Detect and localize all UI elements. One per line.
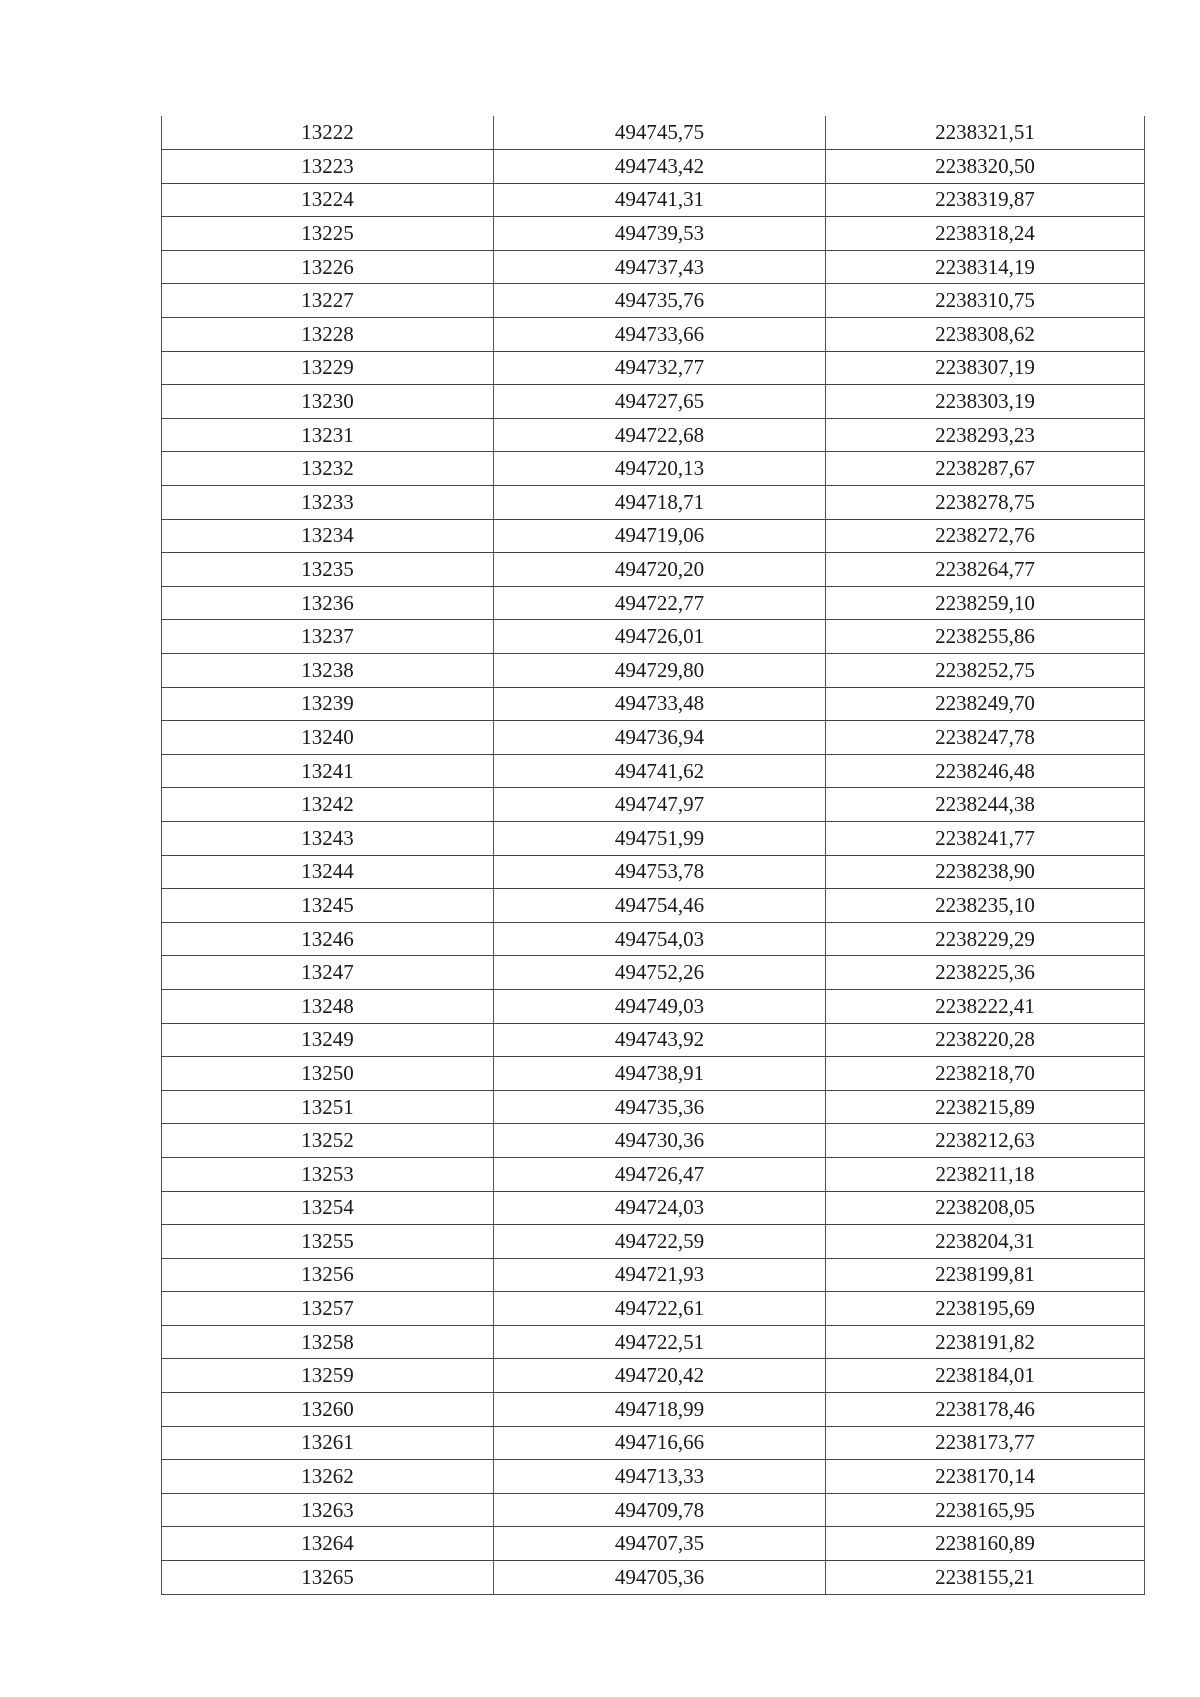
x-coordinate-cell: 494713,33 [494,1460,826,1494]
x-coordinate-cell: 494753,78 [494,855,826,889]
point-number-cell: 13231 [162,418,494,452]
point-number-cell: 13232 [162,452,494,486]
coordinates-table [161,116,1145,1595]
x-coordinate-cell: 494727,65 [494,385,826,419]
y-coordinate-cell: 2238314,19 [826,250,1145,284]
y-coordinate-cell: 2238278,75 [826,486,1145,520]
x-coordinate-cell: 494721,93 [494,1258,826,1292]
point-number-cell: 13257 [162,1292,494,1326]
x-coordinate-cell: 494732,77 [494,351,826,385]
table-row [162,788,1145,822]
y-coordinate-cell: 2238212,63 [826,1124,1145,1158]
x-coordinate-cell: 494735,76 [494,284,826,318]
y-coordinate-cell: 2238320,50 [826,150,1145,184]
point-number-cell: 13235 [162,553,494,587]
x-coordinate-cell: 494738,91 [494,1057,826,1091]
y-coordinate-cell: 2238255,86 [826,620,1145,654]
table-row [162,1090,1145,1124]
table-row [162,1426,1145,1460]
y-coordinate-cell: 2238160,89 [826,1527,1145,1561]
y-coordinate-cell: 2238308,62 [826,318,1145,352]
y-coordinate-cell: 2238321,51 [826,116,1145,150]
table-row [162,150,1145,184]
point-number-cell: 13244 [162,855,494,889]
table-row [162,1460,1145,1494]
x-coordinate-cell: 494722,59 [494,1225,826,1259]
y-coordinate-cell: 2238319,87 [826,183,1145,217]
point-number-cell: 13241 [162,754,494,788]
y-coordinate-cell: 2238225,36 [826,956,1145,990]
x-coordinate-cell: 494724,03 [494,1191,826,1225]
y-coordinate-cell: 2238195,69 [826,1292,1145,1326]
point-number-cell: 13240 [162,721,494,755]
x-coordinate-cell: 494729,80 [494,654,826,688]
y-coordinate-cell: 2238244,38 [826,788,1145,822]
table-row [162,486,1145,520]
point-number-cell: 13246 [162,922,494,956]
point-number-cell: 13239 [162,687,494,721]
point-number-cell: 13249 [162,1023,494,1057]
table-row [162,318,1145,352]
point-number-cell: 13236 [162,586,494,620]
x-coordinate-cell: 494730,36 [494,1124,826,1158]
table-row [162,217,1145,251]
table-row [162,1191,1145,1225]
table-row [162,855,1145,889]
table-row [162,553,1145,587]
table-row [162,821,1145,855]
x-coordinate-cell: 494743,42 [494,150,826,184]
x-coordinate-cell: 494719,06 [494,519,826,553]
x-coordinate-cell: 494722,61 [494,1292,826,1326]
table-row [162,284,1145,318]
table-row [162,452,1145,486]
y-coordinate-cell: 2238204,31 [826,1225,1145,1259]
coordinates-table-body [162,116,1145,1594]
x-coordinate-cell: 494733,48 [494,687,826,721]
table-row [162,654,1145,688]
table-row [162,250,1145,284]
y-coordinate-cell: 2238155,21 [826,1561,1145,1595]
point-number-cell: 13252 [162,1124,494,1158]
table-row [162,1023,1145,1057]
table-row [162,586,1145,620]
point-number-cell: 13225 [162,217,494,251]
point-number-cell: 13261 [162,1426,494,1460]
y-coordinate-cell: 2238264,77 [826,553,1145,587]
table-row [162,183,1145,217]
point-number-cell: 13230 [162,385,494,419]
x-coordinate-cell: 494752,26 [494,956,826,990]
y-coordinate-cell: 2238222,41 [826,989,1145,1023]
y-coordinate-cell: 2238252,75 [826,654,1145,688]
point-number-cell: 13253 [162,1157,494,1191]
y-coordinate-cell: 2238310,75 [826,284,1145,318]
x-coordinate-cell: 494707,35 [494,1527,826,1561]
y-coordinate-cell: 2238208,05 [826,1191,1145,1225]
y-coordinate-cell: 2238249,70 [826,687,1145,721]
point-number-cell: 13234 [162,519,494,553]
y-coordinate-cell: 2238241,77 [826,821,1145,855]
point-number-cell: 13248 [162,989,494,1023]
y-coordinate-cell: 2238215,89 [826,1090,1145,1124]
table-row [162,620,1145,654]
x-coordinate-cell: 494720,42 [494,1359,826,1393]
x-coordinate-cell: 494754,46 [494,889,826,923]
y-coordinate-cell: 2238293,23 [826,418,1145,452]
point-number-cell: 13229 [162,351,494,385]
point-number-cell: 13224 [162,183,494,217]
y-coordinate-cell: 2238229,29 [826,922,1145,956]
point-number-cell: 13227 [162,284,494,318]
point-number-cell: 13238 [162,654,494,688]
x-coordinate-cell: 494749,03 [494,989,826,1023]
point-number-cell: 13242 [162,788,494,822]
x-coordinate-cell: 494737,43 [494,250,826,284]
y-coordinate-cell: 2238211,18 [826,1157,1145,1191]
x-coordinate-cell: 494735,36 [494,1090,826,1124]
point-number-cell: 13243 [162,821,494,855]
x-coordinate-cell: 494739,53 [494,217,826,251]
x-coordinate-cell: 494736,94 [494,721,826,755]
table-row [162,1258,1145,1292]
x-coordinate-cell: 494726,01 [494,620,826,654]
x-coordinate-cell: 494741,62 [494,754,826,788]
x-coordinate-cell: 494733,66 [494,318,826,352]
x-coordinate-cell: 494720,20 [494,553,826,587]
x-coordinate-cell: 494722,77 [494,586,826,620]
x-coordinate-cell: 494722,51 [494,1325,826,1359]
table-row [162,1527,1145,1561]
point-number-cell: 13254 [162,1191,494,1225]
y-coordinate-cell: 2238191,82 [826,1325,1145,1359]
table-row [162,1393,1145,1427]
point-number-cell: 13263 [162,1493,494,1527]
y-coordinate-cell: 2238173,77 [826,1426,1145,1460]
point-number-cell: 13223 [162,150,494,184]
x-coordinate-cell: 494718,99 [494,1393,826,1427]
table-row [162,1493,1145,1527]
table-row [162,721,1145,755]
table-row [162,989,1145,1023]
x-coordinate-cell: 494743,92 [494,1023,826,1057]
point-number-cell: 13233 [162,486,494,520]
point-number-cell: 13222 [162,116,494,150]
point-number-cell: 13258 [162,1325,494,1359]
y-coordinate-cell: 2238247,78 [826,721,1145,755]
table-row [162,1325,1145,1359]
y-coordinate-cell: 2238246,48 [826,754,1145,788]
x-coordinate-cell: 494726,47 [494,1157,826,1191]
y-coordinate-cell: 2238272,76 [826,519,1145,553]
x-coordinate-cell: 494754,03 [494,922,826,956]
table-row [162,1225,1145,1259]
x-coordinate-cell: 494747,97 [494,788,826,822]
y-coordinate-cell: 2238307,19 [826,351,1145,385]
x-coordinate-cell: 494718,71 [494,486,826,520]
y-coordinate-cell: 2238235,10 [826,889,1145,923]
point-number-cell: 13255 [162,1225,494,1259]
table-row [162,351,1145,385]
table-row [162,1057,1145,1091]
y-coordinate-cell: 2238218,70 [826,1057,1145,1091]
x-coordinate-cell: 494709,78 [494,1493,826,1527]
y-coordinate-cell: 2238178,46 [826,1393,1145,1427]
point-number-cell: 13245 [162,889,494,923]
y-coordinate-cell: 2238303,19 [826,385,1145,419]
y-coordinate-cell: 2238287,67 [826,452,1145,486]
point-number-cell: 13264 [162,1527,494,1561]
point-number-cell: 13247 [162,956,494,990]
point-number-cell: 13250 [162,1057,494,1091]
table-row [162,1124,1145,1158]
x-coordinate-cell: 494751,99 [494,821,826,855]
x-coordinate-cell: 494720,13 [494,452,826,486]
table-row [162,956,1145,990]
y-coordinate-cell: 2238184,01 [826,1359,1145,1393]
point-number-cell: 13256 [162,1258,494,1292]
y-coordinate-cell: 2238318,24 [826,217,1145,251]
table-row [162,116,1145,150]
x-coordinate-cell: 494705,36 [494,1561,826,1595]
point-number-cell: 13260 [162,1393,494,1427]
y-coordinate-cell: 2238220,28 [826,1023,1145,1057]
table-row [162,889,1145,923]
y-coordinate-cell: 2238170,14 [826,1460,1145,1494]
table-row [162,519,1145,553]
point-number-cell: 13262 [162,1460,494,1494]
y-coordinate-cell: 2238165,95 [826,1493,1145,1527]
point-number-cell: 13259 [162,1359,494,1393]
x-coordinate-cell: 494722,68 [494,418,826,452]
point-number-cell: 13237 [162,620,494,654]
table-row [162,385,1145,419]
point-number-cell: 13228 [162,318,494,352]
table-row [162,1359,1145,1393]
table-row [162,1561,1145,1595]
point-number-cell: 13251 [162,1090,494,1124]
y-coordinate-cell: 2238238,90 [826,855,1145,889]
table-row [162,687,1145,721]
y-coordinate-cell: 2238199,81 [826,1258,1145,1292]
table-row [162,754,1145,788]
x-coordinate-cell: 494716,66 [494,1426,826,1460]
y-coordinate-cell: 2238259,10 [826,586,1145,620]
point-number-cell: 13226 [162,250,494,284]
table-row [162,1292,1145,1326]
table-row [162,418,1145,452]
point-number-cell: 13265 [162,1561,494,1595]
table-row [162,1157,1145,1191]
x-coordinate-cell: 494741,31 [494,183,826,217]
table-row [162,922,1145,956]
x-coordinate-cell: 494745,75 [494,116,826,150]
